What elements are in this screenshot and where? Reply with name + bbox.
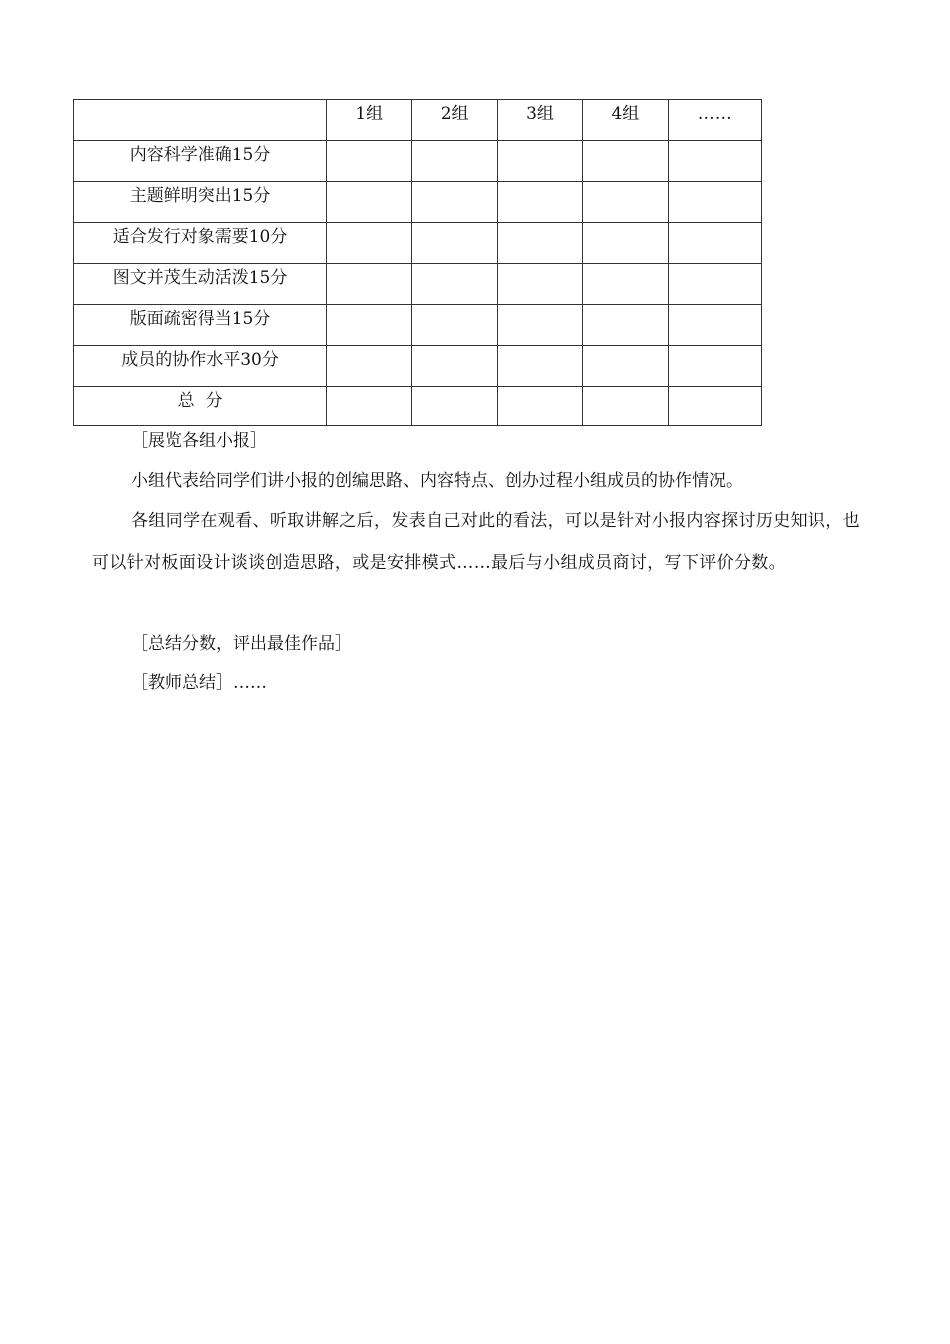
- criterion-label: 总 分: [74, 387, 327, 426]
- score-cell: [668, 346, 761, 387]
- score-cell: [412, 305, 497, 346]
- table-header-row: [74, 100, 762, 141]
- score-cell: [668, 223, 761, 264]
- header-cell: ……: [668, 100, 761, 141]
- score-cell: [327, 223, 412, 264]
- score-cell: [668, 141, 761, 182]
- score-cell: [668, 387, 761, 426]
- table-row: [74, 223, 762, 264]
- header-corner-cell: [74, 100, 327, 141]
- header-cell: 4组: [583, 100, 668, 141]
- score-cell: [412, 141, 497, 182]
- score-cell: [497, 305, 582, 346]
- criterion-label: 版面疏密得当15分: [74, 305, 327, 346]
- score-cell: [412, 346, 497, 387]
- table-row: [74, 346, 762, 387]
- score-cell: [497, 387, 582, 426]
- table-row: [74, 182, 762, 223]
- table-row: [74, 387, 762, 426]
- score-cell: [327, 141, 412, 182]
- heading-exhibit: ［展览各组小报］: [131, 431, 267, 451]
- criterion-label: 成员的协作水平30分: [74, 346, 327, 387]
- score-cell: [668, 305, 761, 346]
- score-cell: [327, 387, 412, 426]
- score-cell: [497, 141, 582, 182]
- criterion-label: 主题鲜明突出15分: [74, 182, 327, 223]
- score-cell: [583, 223, 668, 264]
- table-row: [74, 305, 762, 346]
- score-cell: [412, 387, 497, 426]
- score-cell: [412, 264, 497, 305]
- table-row: [74, 264, 762, 305]
- score-cell: [583, 264, 668, 305]
- score-cell: [412, 223, 497, 264]
- header-cell: 3组: [497, 100, 582, 141]
- table-row: [74, 141, 762, 182]
- score-cell: [668, 264, 761, 305]
- score-cell: [668, 182, 761, 223]
- paragraph-discussion: 各组同学在观看、听取讲解之后，发表自己对此的看法，可以是针对小报内容探讨历史知识，也可以针对板面设计谈谈创造思路，或是安排模式……最后与小组成员商讨，写下评价分数。: [92, 511, 860, 573]
- criterion-label: 图文并茂生动活泼15分: [74, 264, 327, 305]
- score-cell: [583, 141, 668, 182]
- header-cell: 1组: [327, 100, 412, 141]
- score-cell: [497, 182, 582, 223]
- score-cell: [583, 305, 668, 346]
- heading-teacher-summary: ［教师总结］……: [131, 673, 267, 693]
- score-cell: [327, 182, 412, 223]
- score-cell: [412, 182, 497, 223]
- score-cell: [497, 346, 582, 387]
- header-cell: 2组: [412, 100, 497, 141]
- scoring-table: [73, 99, 762, 426]
- criterion-label: 适合发行对象需要10分: [74, 223, 327, 264]
- criterion-label: 内容科学准确15分: [74, 141, 327, 182]
- score-cell: [583, 346, 668, 387]
- score-cell: [583, 387, 668, 426]
- score-cell: [327, 305, 412, 346]
- score-cell: [327, 264, 412, 305]
- heading-summary: ［总结分数，评出最佳作品］: [131, 634, 352, 654]
- score-cell: [497, 223, 582, 264]
- score-cell: [583, 182, 668, 223]
- paragraph-representative: 小组代表给同学们讲小报的创编思路、内容特点、创办过程小组成员的协作情况。: [131, 471, 743, 491]
- score-cell: [497, 264, 582, 305]
- score-cell: [327, 346, 412, 387]
- scoring-table-body: [74, 100, 762, 426]
